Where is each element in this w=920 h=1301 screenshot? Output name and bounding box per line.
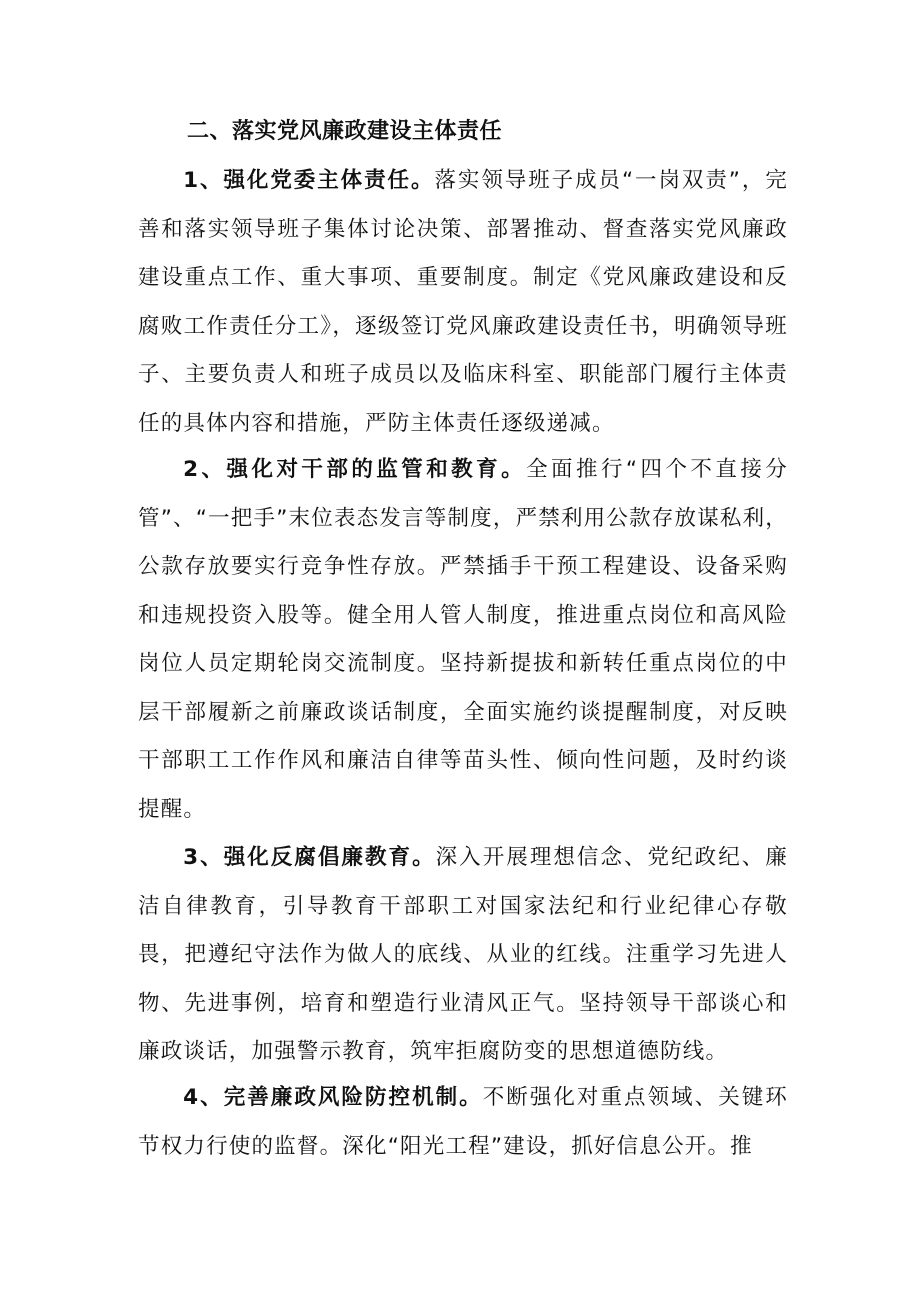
paragraph-4-lead: 4、完善廉政风险防控机制。 xyxy=(183,1085,483,1110)
paragraph-2 xyxy=(138,446,788,834)
section-heading: 二、落实党风廉政建设主体责任 xyxy=(187,119,503,144)
paragraph-2-body: 全面推行“四个不直接分管”、“一把手”末位表态发言等制度，严禁利用公款存放谋私利，公款存放要实行竞争性存放。严禁插手干预工程建设、设备采购和违规投资入股等。健全用人管人制度，推进重点岗位和高风险岗位人员定期轮岗交流制度。坚持新提拔和新转任重点岗位的中层干部履新之前廉政谈话制度，全面实施约谈提醒制度，对反映干部职工工作作风和廉洁自律等苗头性、倾向性问题，及时约谈提醒。 xyxy=(138,457,789,822)
paragraph-3-body: 深入开展理想信念、党纪政纪、廉洁自律教育，引导教育干部职工对国家法纪和行业纪律心存敬畏，把遵纪守法作为做人的底线、从业的红线。注重学习先进人物、先进事例，培育和塑造行业清风正气。坚持领导干部谈心和廉政谈话，加强警示教育，筑牢拒腐防变的思想道德防线。 xyxy=(138,845,788,1064)
paragraph-2-lead: 2、强化对干部的监管和教育。 xyxy=(183,457,527,482)
paragraph-1 xyxy=(138,157,788,448)
paragraph-4-body: 不断强化对重点领域、关键环节权力行使的监督。深化“阳光工程”建设，抓好信息公开。推 xyxy=(138,1085,789,1159)
paragraph-1-body: 落实领导班子成员“一岗双责”，完善和落实领导班子集体讨论决策、部署推动、督查落实党风廉政建设重点工作、重大事项、重要制度。制定《党风廉政建设和反腐败工作责任分工》，逐级签订党风廉政建设责任书，明确领导班子、主要负责人和班子成员以及临床科室、职能部门履行主体责任的具体内容和措施，严防主体责任逐级递减。 xyxy=(138,168,788,436)
paragraph-3 xyxy=(138,834,788,1077)
paragraph-1-lead: 1、强化党委主体责任。 xyxy=(183,168,435,193)
paragraph-4 xyxy=(138,1074,788,1171)
paragraph-3-lead: 3、强化反腐倡廉教育。 xyxy=(183,845,436,870)
